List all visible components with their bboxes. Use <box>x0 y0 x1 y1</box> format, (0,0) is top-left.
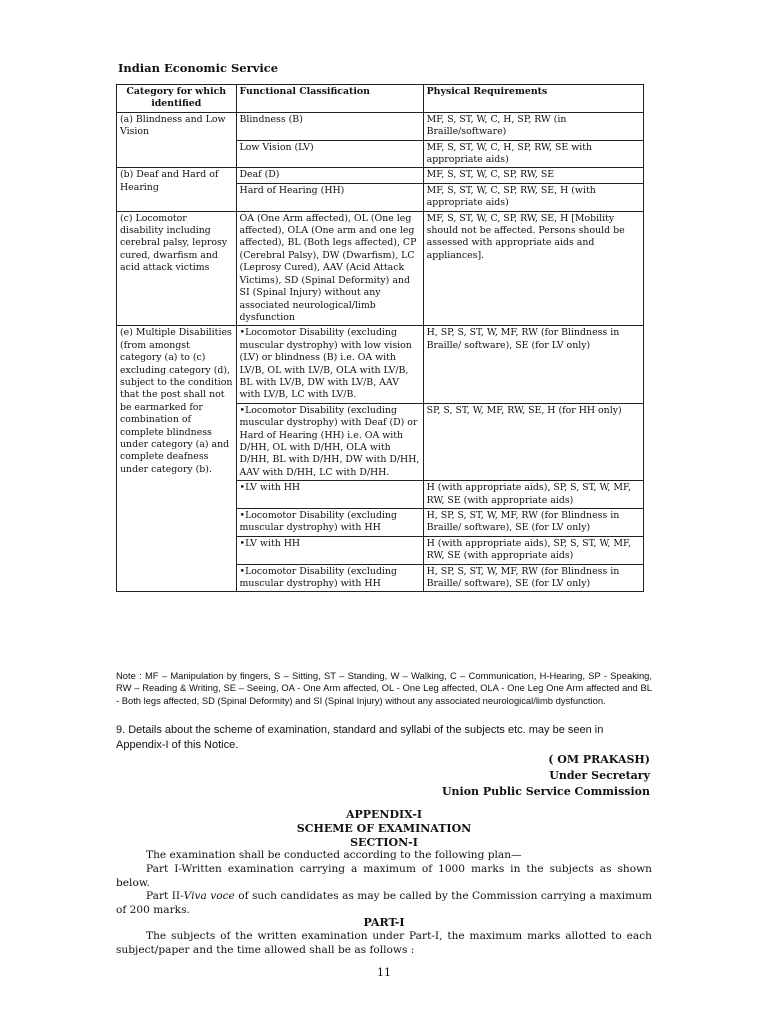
function-text: LV with HH <box>245 482 301 494</box>
requirement-cell: H, SP, S, ST, W, MF, RW (for Blindness in Braille/ software), SE (for LV only) <box>423 564 643 592</box>
function-cell <box>236 481 423 509</box>
function-cell: Low Vision (LV) <box>236 140 423 168</box>
signature-block <box>442 752 650 800</box>
function-cell <box>236 509 423 537</box>
requirement-cell: H (with appropriate aids), SP, S, ST, W, MF, RW, SE (with appropriate aids) <box>423 481 643 509</box>
appendix-paragraph: The subjects of the written examination under Part-I, the maximum marks allotted to each subject/paper and the time allowed shall be as follows : <box>116 930 652 956</box>
text-run: of such candidates as may be called by the Commission carrying a maximum of 200 marks. <box>116 890 653 916</box>
column-header: Functional Classification <box>236 85 423 113</box>
requirement-cell: H (with appropriate aids), SP, S, ST, W, MF, RW, SE (with appropriate aids) <box>423 536 643 564</box>
category-cell: (e) Multiple Disabilities (from amongst category (a) to (c) excluding category (d), subject to the condition that the post shall not be earmarked for combination of complete blindness under category (a) and complete deafness under category (b). <box>117 326 237 592</box>
section-heading: SECTION-I <box>350 836 418 849</box>
function-text: Locomotor Disability (excluding muscular dystrophy) with HH <box>239 510 398 534</box>
requirement-cell: MF, S, ST, W, C, SP, RW, SE, H [Mobility should not be affected. Persons should be assessed with appropriate aids and appliances]. <box>423 211 643 326</box>
signatory-designation: Under Secretary <box>549 769 650 782</box>
requirement-cell: MF, S, ST, W, C, SP, RW, SE, H (with appropriate aids) <box>423 183 643 211</box>
function-cell <box>236 326 423 403</box>
requirement-cell: SP, S, ST, W, MF, RW, SE, H (for HH only) <box>423 403 643 480</box>
page-number: 11 <box>377 966 391 979</box>
function-cell: Blindness (B) <box>236 112 423 140</box>
scheme-heading: SCHEME OF EXAMINATION <box>296 822 472 835</box>
category-cell: (b) Deaf and Hard of Hearing <box>117 168 237 211</box>
function-cell <box>236 536 423 564</box>
appendix-paragraph <box>116 890 652 917</box>
function-cell: OA (One Arm affected), OL (One leg affected), OLA (One arm and one leg affected), BL (Both legs affected), CP (Cerebral Palsy), DW (Dwarfism), LC (Leprosy Cured), AAV (Acid Attack Victims), SD (Spinal Deformity) and SI (Spinal Injury) without any associated neurological/limb dysfunction <box>236 211 423 326</box>
requirement-cell: H, SP, S, ST, W, MF, RW (for Blindness in Braille/ software), SE (for LV only) <box>423 509 643 537</box>
signatory-name: ( OM PRAKASH) <box>548 753 650 766</box>
category-cell: (c) Locomotor disability including cerebral palsy, leprosy cured, dwarfism and acid attack victims <box>117 211 237 326</box>
part-heading: PART-I <box>363 916 405 929</box>
column-header: Physical Requirements <box>423 85 643 113</box>
table-header-row <box>117 85 644 113</box>
italic-text: Viva voce <box>183 890 235 902</box>
document-title: Indian Economic Service <box>118 61 279 75</box>
function-text: LV with HH <box>245 537 301 549</box>
function-text: Locomotor Disability (excluding muscular dystrophy) with low vision (LV) or blindness (B) i.e. OA with LV/B, OL with LV/B, OLA with LV/B, BL with LV/B, DW with LV/B, AAV with LV/B, LC with LV/B. <box>239 327 412 401</box>
table-row <box>117 211 644 326</box>
signatory-organisation: Union Public Service Commission <box>441 785 650 798</box>
function-cell: Deaf (D) <box>236 168 423 183</box>
appendix-paragraph: The examination shall be conducted according to the following plan— <box>146 849 522 861</box>
appendix-heading: APPENDIX-I <box>345 808 423 821</box>
table-row <box>117 168 644 183</box>
function-cell: Hard of Hearing (HH) <box>236 183 423 211</box>
category-cell: (a) Blindness and Low Vision <box>117 112 237 168</box>
function-cell <box>236 564 423 592</box>
requirement-cell: H, SP, S, ST, W, MF, RW (for Blindness in Braille/ software), SE (for LV only) <box>423 326 643 403</box>
function-cell <box>236 403 423 480</box>
table-note: Note : MF – Manipulation by fingers, S – Sitting, ST – Standing, W – Walking, C – Communication, H-Hearing, SP - Speaking, RW – Reading & Writing, SE – Seeing, OA - One Arm affected, OL - One Leg affected, OLA - One Leg One Arm affected and BL - Both legs affected, SD (Spinal Deformity) and SI (Spinal Injury) without any associated neurological/limb dysfunction. <box>116 670 652 706</box>
disability-table <box>116 84 644 592</box>
requirement-cell: MF, S, ST, W, C, H, SP, RW, SE with appropriate aids) <box>423 140 643 168</box>
appendix-paragraph: Part I-Written examination carrying a maximum of 1000 marks in the subjects as shown below. <box>116 863 652 889</box>
requirement-cell: MF, S, ST, W, C, H, SP, RW (in Braille/software) <box>423 112 643 140</box>
requirement-cell: MF, S, ST, W, C, SP, RW, SE <box>423 168 643 183</box>
table-row <box>117 326 644 403</box>
paragraph-9: 9. Details about the scheme of examination, standard and syllabi of the subjects etc. may be seen in Appendix-I of this Notice. <box>116 724 604 751</box>
text-run: Part II- <box>146 890 184 902</box>
function-text: Locomotor Disability (excluding muscular dystrophy) with Deaf (D) or Hard of Hearing (HH) i.e. OA with D/HH, OL with D/HH, OLA with D/HH, BL with D/HH, DW with D/HH, AAV with D/HH, LC with D/HH. <box>239 404 420 478</box>
column-header: Category for which identified <box>117 85 237 113</box>
table-row <box>117 112 644 140</box>
function-text: Locomotor Disability (excluding muscular dystrophy) with HH <box>239 565 398 590</box>
